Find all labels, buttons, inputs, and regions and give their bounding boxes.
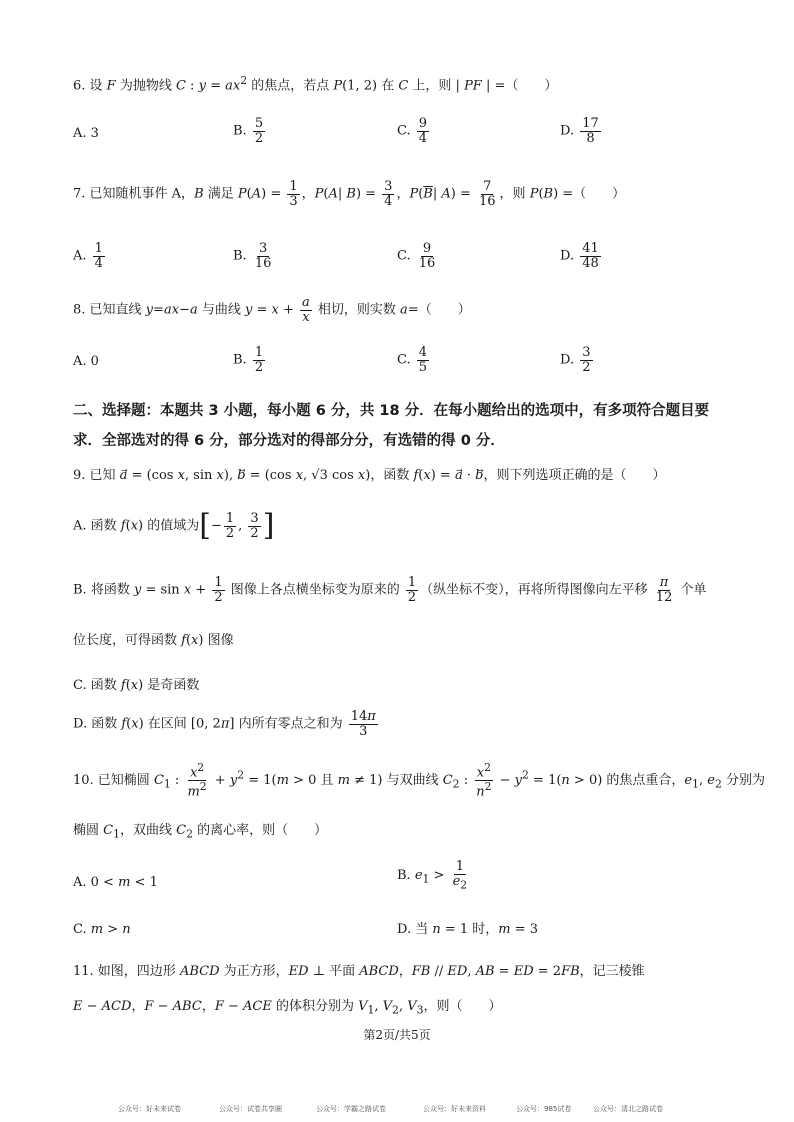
- watermark-6: 公众号：清北之路试卷: [593, 1105, 663, 1113]
- q9-option-d: D. 函数 f(x) 在区间 [0, 2π] 内所有零点之和为 $\frac{14\pi}{3}$: [73, 709, 376, 739]
- q11-stem-line2: E − ACD，F − ABC，F − ACE 的体积分别为 $V_1$, $V_2$, $V_3$，则（ ）: [73, 999, 502, 1017]
- q8-option-d: D. $\frac{3}{2}$: [560, 345, 591, 375]
- q6-option-c: C. $\frac{9}{4}$: [397, 116, 428, 146]
- q7-option-b: B. $\frac{3}{16}$: [233, 241, 272, 271]
- q10-option-a: A. 0 < m < 1: [73, 875, 158, 890]
- q9-option-c: C. 函数 f(x) 是奇函数: [73, 678, 200, 693]
- watermark-1: 公众号：好未来试卷: [118, 1105, 181, 1113]
- q10-option-b: B. $e_1$ > $\frac{1}{e_2}$: [397, 859, 468, 892]
- q7-option-d: D. $\frac{41}{48}$: [560, 241, 599, 271]
- q6-option-a: A. 3: [73, 126, 99, 141]
- watermark-4: 公众号：好未来资料: [423, 1105, 486, 1113]
- q10-option-d: D. 当 n = 1 时，m = 3: [397, 922, 539, 937]
- q10-stem-line2: 椭圆 $C_1$，双曲线 $C_2$ 的离心率，则（ ）: [73, 823, 328, 841]
- q8-stem: 8. 已知直线 y=ax−a 与曲线 y = x + $\frac{a}{x}$ 相切，则实数 a=（ ）: [73, 295, 471, 325]
- page-number: 第2页/共5页: [363, 1028, 431, 1042]
- q7-option-a: A. $\frac{1}{4}$: [73, 241, 103, 271]
- q9-option-b-line1: B. 将函数 y = sin x + $\frac{1}{2}$ 图像上各点横坐标变为原来的 $\frac{1}{2}$ （纵坐标不变），再将所得图像向左平移 $\frac{\pi}{12}$ 个单: [73, 575, 707, 605]
- q6-stem: 6. 设 F 为抛物线 C : $y = ax^2$ 的焦点，若点 P(1, 2) 在 C 上，则 | PF | =（ ）: [73, 74, 558, 94]
- q9-stem: 9. 已知 a⃗ = (cos x, sin x), b⃗ = (cos x, √3 cos x)，函数 f(x) = a⃗ · b⃗，则下列选项正确的是（ ）: [73, 468, 666, 483]
- q6-option-b: B. $\frac{5}{2}$: [233, 116, 264, 146]
- q9-option-b-line2: 位长度，可得函数 f(x) 图像: [73, 633, 234, 648]
- q11-stem-line1: 11. 如图，四边形 ABCD 为正方形，ED ⊥ 平面 ABCD，FB // ED, AB = ED = 2FB，记三棱锥: [73, 964, 645, 979]
- q9-option-a: A. 函数 f(x) 的值域为[− $\frac{1}{2}$ , $\frac{3}{2}$ ]: [73, 508, 275, 544]
- q8-option-a: A. 0: [73, 354, 99, 369]
- section-2-heading: 二、选择题：本题共 3 小题，每小题 6 分，共 18 分．在每小题给出的选项中，有多项符合题目要求．全部选对的得 6 分，部分选对的得部分分，有选错的得 0 分．: [73, 403, 710, 449]
- q7-option-c: C. $\frac{9}{16}$: [397, 241, 436, 271]
- q7-stem: 7. 已知随机事件 A，B 满足 P(A) = $\frac{1}{3}$ ，P(A| B) = $\frac{3}{4}$ ，$P(\overline{B}|$ A) = $\frac{7}{16}$ ，则 P(B) =（ ）: [73, 179, 626, 209]
- watermark-2: 公众号：试卷共享圈: [219, 1105, 282, 1113]
- q6-option-d: D. $\frac{17}{8}$: [560, 116, 599, 146]
- q8-option-b: B. $\frac{1}{2}$: [233, 345, 264, 375]
- q10-option-c: C. m > n: [73, 922, 131, 937]
- q10-stem-line1: 10. 已知椭圆 $C_1$ : $\frac{x^2}{m^2}$ + $y^2 = 1(m > 0$ 且 m ≠ 1) 与双曲线 $C_2$ : $\frac{x^2}{n^2}$ − $y^2 = 1(n > 0)$ 的焦点重合，$e_1$, $e_2$ 分别为: [73, 761, 766, 800]
- watermark-5: 公众号：985试卷: [516, 1105, 572, 1113]
- watermark-3: 公众号：学霸之路试卷: [316, 1105, 386, 1113]
- q8-option-c: C. $\frac{4}{5}$: [397, 345, 428, 375]
